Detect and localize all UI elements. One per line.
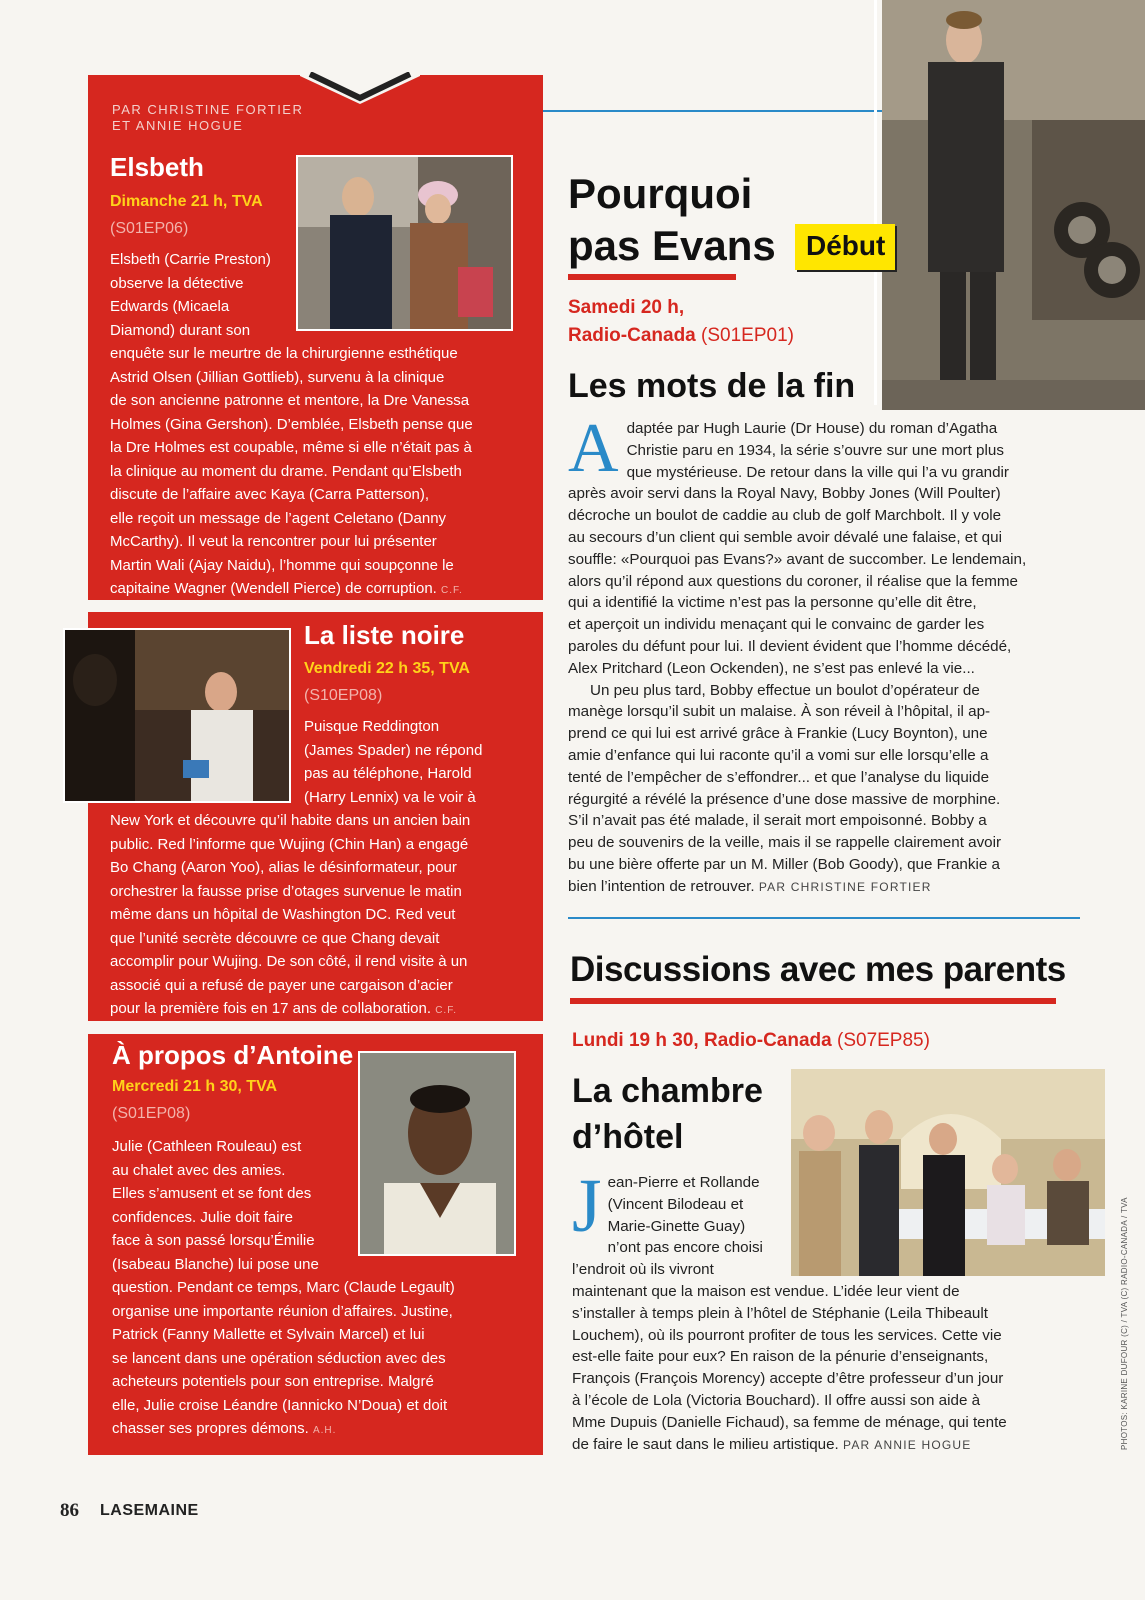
evans-title-1: Pourquoi: [568, 170, 753, 217]
liste-noire-time: Vendredi 22 h 35, TVA: [304, 660, 470, 677]
antoine-episode: (S01EP08): [112, 1105, 191, 1122]
page-number: 86: [60, 1500, 79, 1521]
parents-photo: [789, 1067, 1107, 1278]
parents-headline-2: d’hôtel: [572, 1118, 684, 1156]
section-divider: [568, 917, 1080, 919]
photo-credit: PHOTOS: KARINE DUFOUR (C) / TVA (C) RADIO-CANADA / TVA: [1120, 1197, 1129, 1450]
liste-noire-episode: (S10EP08): [304, 687, 383, 704]
antoine-photo: [358, 1051, 516, 1256]
evans-underline: [568, 274, 736, 280]
antoine-body-full: question. Pendant ce temps, Marc (Claude Legault) organise une importante réunion d’affaires. Justine, Patrick (Fanny Mallette et Sylvain Marcel) et lui se lancent dans une opération séduction avec des acheteurs potentiels pour son entreprise. Malgré elle, Julie croise Léandre (Iannicko N’Doua) et doit chasser ses propres démons. A.H.: [112, 1279, 455, 1437]
liste-noire-body-full: New York et découvre qu’il habite dans un ancien bain public. Red l’informe que Wujing (Chin Han) a engagé Bo Chang (Aaron Yoo), alias le désinformateur, pour orchestrer la fausse prise d’otages survenue le matin même dans un hôpital de Washington DC. Red veut que l’unité secrète découvre ce que Chang devait accomplir pour Wujing. De son côté, il rend visite à un associé qui a refusé de payer une cargaison d’acier pour la première fois en 17 ans de collaboration. C.F.: [110, 812, 471, 1017]
evans-time-2: Radio-Canada (S01EP01): [568, 325, 794, 346]
liste-noire-photo: [63, 628, 291, 803]
magazine-name: LASEMAINE: [100, 1502, 199, 1519]
dropcap-a: A: [568, 410, 619, 487]
evans-body: A daptée par Hugh Laurie (Dr House) du roman d’Agatha Christie paru en 1934, la série s’ouvre sur une mort plus que mystérieuse. De retour dans la ville qui l’a vu grandir après avoir servi dans la Royal Navy, Bobby Jones (Will Poulter) décroche un boulot de caddie au club de golf Marchbolt. Il y vole au secours d’un client qui semble avoir dévalé une falaise, et qui souffle: «Pourquoi pas Evans?» avant de succomber. Le lendemain, alors qu’il répond aux questions du coroner, il réalise que la femme qui a identifié la victime n’est pas la personne qu’elle dit être, et aperçoit un individu menaçant qui le convainc de garder les paroles du défunt pour lui. Il devient évident que l’homme décédé, Alex Pritchard (Leon Ockenden), ne s’est pas enlevé la vie... Un peu plus tard, Bobby effectue un boulot d’opérateur de manège lorsqu’il subit un malaise. À son réveil à l’hôpital, il ap- prend ce qui lui est arrivé grâce à Frankie (Lucy Boynton), une amie d’enfance qui lui raconte qu’il a vomi sur elle lorsqu’elle a tenté de l’empêcher de s’effondrer... et que l’analyse du liquide régurgité a révélé la présence d’une dose massive de morphine. S’il n’avait pas été malade, il serait mort empoisonné. Bobby a peu de souvenirs de la veille, mais il se rappelle clairement avoir bu une bière offerte par un M. Miller (Bob Goody), que Frankie a bien l’intention de retrouver. PAR CHRISTINE FORTIER: [568, 410, 1027, 895]
parents-headline-1: La chambre: [572, 1072, 763, 1110]
parents-body: J ean-Pierre et Rollande (Vincent Bilodeau et Marie-Ginette Guay) n’ont pas encore choisi l’endroit où ils vivront: [572, 1164, 763, 1279]
dropcap-j: J: [572, 1164, 602, 1248]
divider-blue: [543, 110, 883, 112]
elsbeth-body: Elsbeth (Carrie Preston) observe la détective Edwards (Micaela Diamond) durant son enquête sur le meurtre de la chirurgienne esthétique Astrid Olsen (Jillian Gottlieb), survenu à la clinique de son ancienne patronne et mentore, la Dre Vanessa Holmes (Gina Gershon). D’emblée, Elsbeth pense que la Dre Holmes est coupable, même si elle n’était pas à la clinique au moment du drame. Pendant qu’Elsbeth discute de l’affaire avec Kaya (Carra Patterson), elle reçoit un message de l’agent Celetano (Danny McCarthy). Il veut la rencontrer pour lui présenter Martin Wali (Ajay Naidu), l’homme qui soupçonne le capitaine Wagner (Wendell Pierce) de corruption. C.F.: [110, 251, 473, 597]
liste-noire-title: La liste noire: [304, 620, 465, 650]
liste-noire-body: Puisque Reddington (James Spader) ne répond pas au téléphone, Harold (Harry Lennix) va le voir à: [304, 718, 483, 806]
evans-time-1: Samedi 20 h,: [568, 297, 685, 318]
parents-underline: [570, 998, 1056, 1004]
byline: PAR CHRISTINE FORTIER ET ANNIE HOGUE: [112, 102, 304, 133]
evans-photo: [882, 0, 1145, 410]
photo-frame-line: [874, 0, 877, 405]
parents-title: Discussions avec mes parents: [570, 950, 1066, 989]
antoine-title: À propos d’Antoine: [112, 1040, 354, 1070]
elsbeth-title: Elsbeth: [110, 152, 204, 182]
panel-notch: [300, 72, 420, 106]
debut-badge-label: Début: [806, 230, 886, 261]
parents-time: Lundi 19 h 30, Radio-Canada (S07EP85): [572, 1030, 930, 1051]
elsbeth-time: Dimanche 21 h, TVA: [110, 193, 263, 210]
evans-headline: Les mots de la fin: [568, 367, 856, 405]
evans-title-2: pas Evans: [568, 222, 776, 269]
antoine-time: Mercredi 21 h 30, TVA: [112, 1078, 278, 1095]
antoine-body: Julie (Cathleen Rouleau) est au chalet avec des amies. Elles s’amusent et se font des confidences. Julie doit faire face à son passé lorsqu’Émilie (Isabeau Blanche) lui pose une: [112, 1138, 319, 1273]
parents-body-full: maintenant que la maison est vendue. L’idée leur vient de s’installer à temps plein à l’hôtel de Stéphanie (Leila Thibeault Louchem), où ils pourront profiter de tous les services. Cette vie est-elle faite pour eux? En raison de la pénurie d’enseignants, François (François Morency) accepte d’être professeur d’un jour à l’école de Lola (Victoria Bouchard). Il offre aussi son aide à Mme Dupuis (Danielle Fichaud), sa femme de ménage, qui tente de faire le saut dans le milieu artistique. PAR ANNIE HOGUE: [572, 1283, 1007, 1453]
elsbeth-episode: (S01EP06): [110, 220, 189, 237]
